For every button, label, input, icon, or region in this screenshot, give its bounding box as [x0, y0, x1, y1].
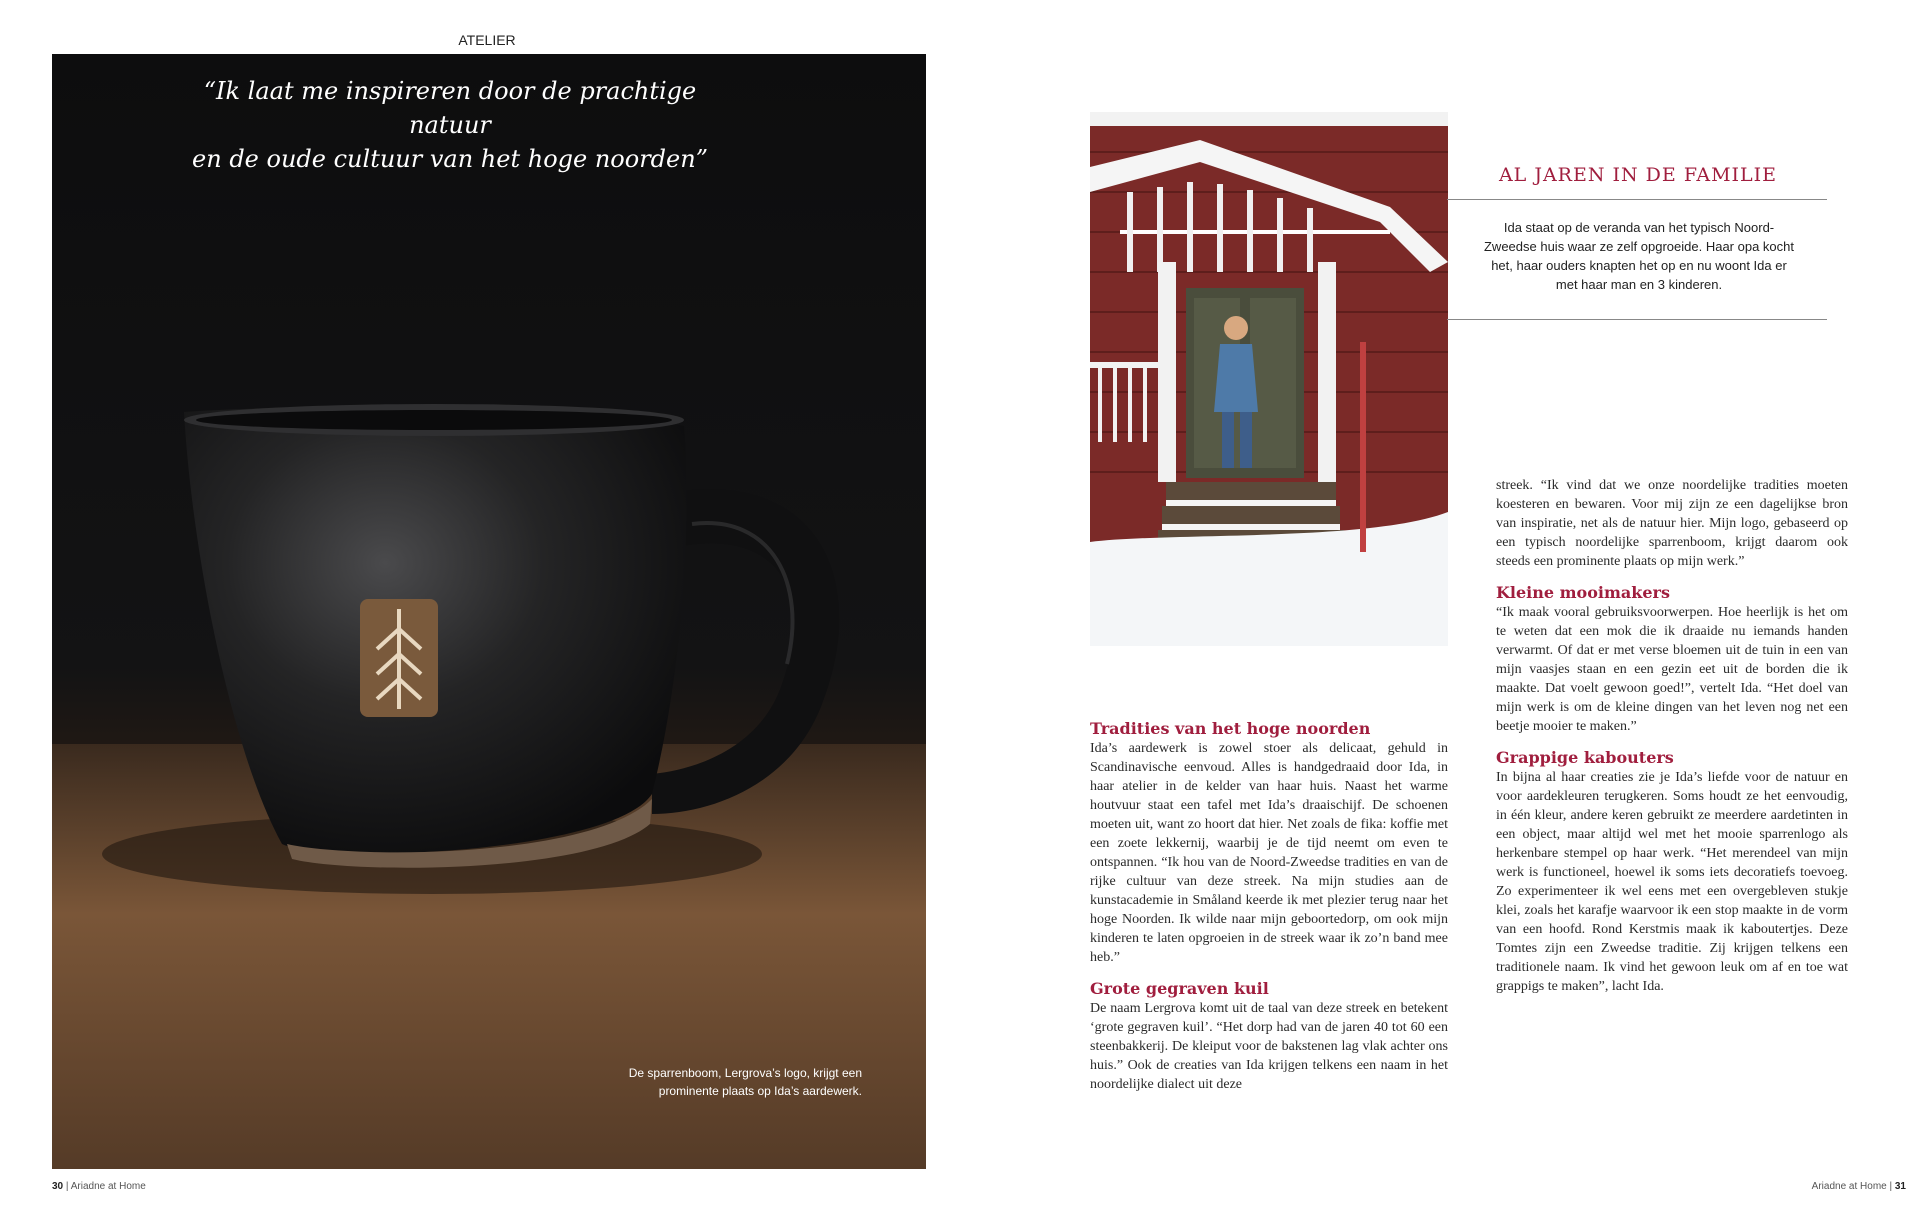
- house-veranda-photo: [1090, 112, 1448, 646]
- magazine-title: Ariadne at Home: [70, 1181, 146, 1192]
- folio-right: Ariadne at Home | 31: [1811, 1181, 1906, 1192]
- sidebar-text: Ida staat op de veranda van het typisch Noord-Zweedse huis waar ze zelf opgroeide. Haar opa kocht het, haar ouders knapten het op en nu woont Ida er met haar man en 3 kinderen.: [1483, 220, 1794, 292]
- section-heading: Grappige kabouters: [1496, 748, 1674, 767]
- section-heading: Tradities van het hoge noorden: [1090, 719, 1371, 738]
- article-column-left: [1090, 719, 1448, 1094]
- section-body: De naam Lergrova komt uit de taal van deze streek en betekent ‘grote gegraven kuil’. “Het dorp had van de jaren 40 tot 60 een steenbakkerij. De kleiput voor de bakstenen lag vlak achter ons huis.” Ook de creaties van Ida krijgen telkens een naam in het noordelijke dialect uit deze: [1090, 1001, 1448, 1092]
- section-body: Ida’s aardewerk is zowel stoer als delicaat, gehuld in Scandinavische eenvoud. Alles is handgedraaid door Ida, in haar atelier in de kelder van haar huis. Naast het warme houtvuur staat een tafel met Ida’s draaischijf. De schoenen moeten uit, want zo hoort dat hier. Net zoals de fika: koffie met een zoete lekkernij, waarbij je de tijd neemt om even te ontspannen. “Ik hou van de Noord-Zweedse tradities en van de rijke cultuur van deze streek. Na mijn studies aan de kunstacademie in Småland keerde ik met plezier terug naar het hoge Noorden. Ik wilde naar mijn geboortedorp, om ook mijn kinderen te laten opgroeien in de streek waar ik zo’n band mee heb.”: [1090, 741, 1448, 965]
- sidebar-rule: [1447, 199, 1827, 200]
- section-body: In bijna al haar creaties zie je Ida’s liefde voor de natuur en voor aardekleuren terugkeren. Soms houdt ze het eenvoudig, in één kleur, andere keren gebruikt ze meerdere aardetinten in een object, maar altijd wel met het mooie sparrenlogo als herkenbare stempel op haar werk. “Het merendeel van mijn werk is functioneel, hoewel ik soms iets decoratiefs toevoeg. Zo experimenteer ik wel eens met een overgebleven stukje klei, zoals het karafje waarvoor ik een stop maakte in de vorm van een hoofd. Rond Kerstmis maak ik kaboutertjes. Deze Tomtes zijn een Zweedse traditie. Zij krijgen telkens een traditionele naam. Ik vind het gewoon leuk om af en toe wat grappigs te maken”, lacht Ida.: [1496, 770, 1848, 994]
- mug-illustration: [52, 54, 926, 1169]
- folio-left: 30 | Ariadne at Home: [52, 1181, 146, 1192]
- sidebar-rule: [1447, 319, 1827, 320]
- photo-caption: [550, 1064, 862, 1100]
- house-illustration: [1090, 112, 1448, 646]
- section-heading: Kleine mooimakers: [1496, 583, 1670, 602]
- section-body-continued: streek. “Ik vind dat we onze noordelijke tradities moeten koesteren en bewaren. Voor mij zijn ze een dagelijkse bron van inspiratie, net als de natuur hier. Mijn logo, gebaseerd op een typisch noordelijke sparrenboom, krijgt daarom ook steeds een prominente plaats op mijn werk.”: [1496, 478, 1848, 569]
- section-body: “Ik maak vooral gebruiksvoorwerpen. Hoe heerlijk is het om te weten dat een mok die ik draaide nu iemands handen verwarmt. Of dat er met verse bloemen uit de tuin in een van mijn vaasjes staan en een gezin eet uit de borden die ik maakte. Dat voelt gewoon goed!”, vertelt Ida. “Het doel van mijn werk is om de kleine dingen van het leven nog net een beetje mooier te maken.”: [1496, 605, 1848, 734]
- page-number: 30: [52, 1181, 64, 1192]
- pull-quote: [170, 74, 730, 176]
- section-tag: ATELIER: [458, 32, 516, 48]
- caption-line: De sparrenboom, Lergrova’s logo, krijgt een: [628, 1066, 862, 1080]
- mug-photo: [52, 54, 926, 1169]
- section-heading: Grote gegraven kuil: [1090, 979, 1269, 998]
- sidebar-title: AL JAREN IN DE FAMILIE: [1498, 164, 1778, 186]
- article-column-right: [1496, 476, 1848, 996]
- caption-line: prominente plaats op Ida’s aardewerk.: [658, 1084, 862, 1098]
- pull-quote-line: en de oude cultuur van het hoge noorden”: [192, 145, 708, 173]
- magazine-title: Ariadne at Home: [1811, 1181, 1887, 1192]
- page-number: 31: [1894, 1181, 1906, 1192]
- pull-quote-line: “Ik laat me inspireren door de prachtige natuur: [203, 77, 697, 139]
